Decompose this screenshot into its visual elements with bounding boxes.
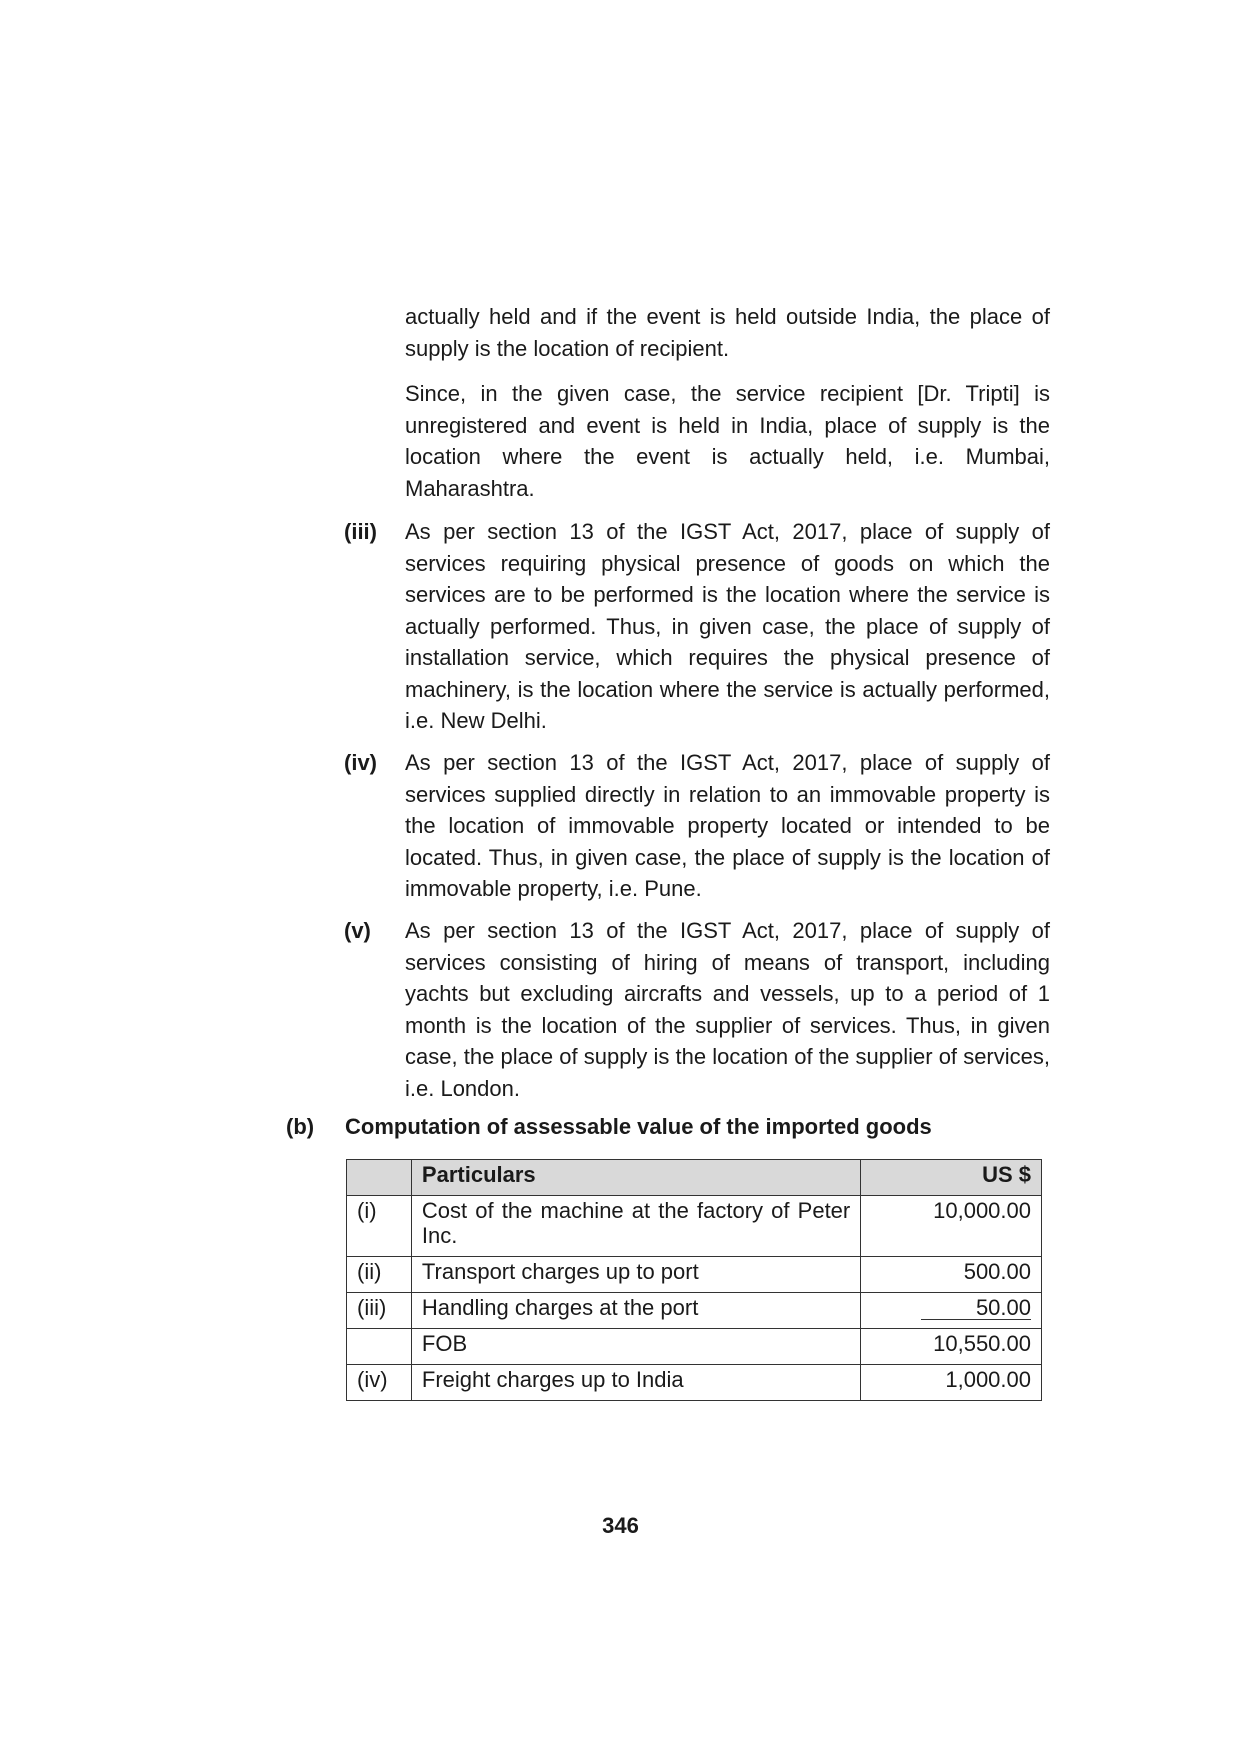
item-label-iv: (iv) (344, 750, 377, 775)
row-particular: Cost of the machine at the factory of Peter Inc. (411, 1196, 860, 1257)
table-row (347, 1196, 1042, 1257)
row-amount: 500.00 (861, 1257, 1042, 1293)
section-b-label: (b) (286, 1114, 315, 1139)
header-particulars: Particulars (411, 1160, 860, 1196)
item-text-iv: As per section 13 of the IGST Act, 2017, place of supply of services supplied directly in relation to an immovable property is the location of immovable property located or intended to be located. Thus, in given case, the place of supply is the location of immovable property, i.e. Pune. (405, 750, 1050, 901)
item-label-iii: (iii) (344, 519, 377, 544)
table-header-row (347, 1160, 1042, 1196)
row-number: (iv) (347, 1365, 412, 1401)
row-amount-cell (861, 1293, 1042, 1329)
table-row (347, 1293, 1042, 1329)
row-amount-underlined: 50.00 (921, 1297, 1031, 1320)
table-row (347, 1365, 1042, 1401)
row-particular: Freight charges up to India (411, 1365, 860, 1401)
row-number: (i) (347, 1196, 412, 1257)
row-amount: 1,000.00 (861, 1365, 1042, 1401)
row-particular: FOB (411, 1329, 860, 1365)
header-amount: US $ (861, 1160, 1042, 1196)
row-number: (ii) (347, 1257, 412, 1293)
assessable-value-table (346, 1159, 1042, 1401)
table-row (347, 1257, 1042, 1293)
page-number: 346 (602, 1513, 639, 1538)
item-text-v: As per section 13 of the IGST Act, 2017, place of supply of services consisting of hiring of means of transport, including yachts but excluding aircrafts and vessels, up to a period of 1 month is the location of the supplier of services. Thus, in given case, the place of supply is the location of the supplier of services, i.e. London. (405, 918, 1050, 1101)
row-number (347, 1329, 412, 1365)
section-b-heading: Computation of assessable value of the imported goods (345, 1114, 932, 1139)
header-no (347, 1160, 412, 1196)
item-text-iii: As per section 13 of the IGST Act, 2017, place of supply of services requiring physical presence of goods on which the services are to be performed is the location where the service is actually performed. Thus, in given case, the place of supply of installation service, which requires the physical presence of machinery, is the location where the service is actually performed, i.e. New Delhi. (405, 519, 1050, 733)
continuation-paragraph-2: Since, in the given case, the service recipient [Dr. Tripti] is unregistered and event is held in India, place of supply is the location where the event is actually held, i.e. Mumbai, Maharashtra. (405, 381, 1050, 501)
item-label-v: (v) (344, 918, 371, 943)
table-row-subtotal (347, 1329, 1042, 1365)
row-particular: Handling charges at the port (411, 1293, 860, 1329)
row-number: (iii) (347, 1293, 412, 1329)
row-amount: 10,000.00 (861, 1196, 1042, 1257)
row-particular: Transport charges up to port (411, 1257, 860, 1293)
row-amount: 10,550.00 (861, 1329, 1042, 1365)
continuation-paragraph-1: actually held and if the event is held outside India, the place of supply is the location of recipient. (405, 304, 1050, 361)
